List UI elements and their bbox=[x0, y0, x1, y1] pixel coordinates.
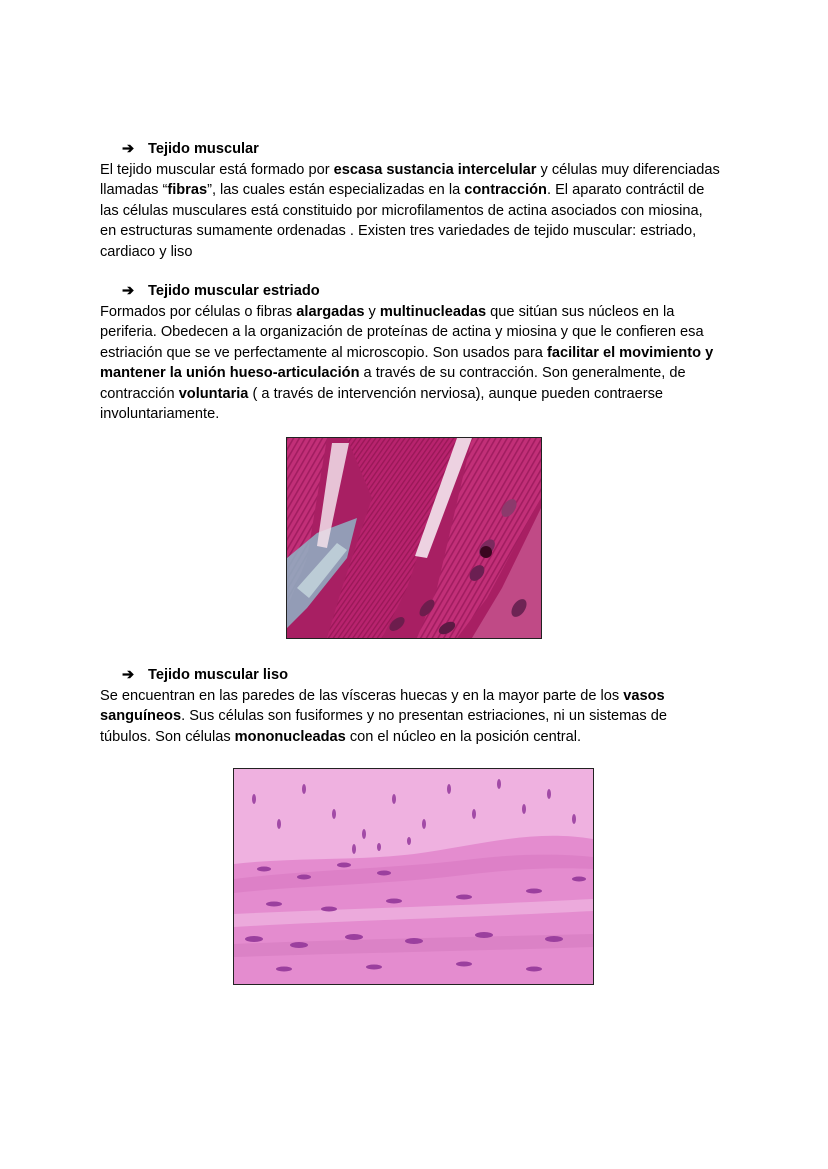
bold-text-run: fibras bbox=[167, 182, 208, 199]
text-run: y bbox=[364, 304, 380, 320]
striated-muscle-micrograph bbox=[286, 437, 542, 639]
heading-tejido-muscular-liso bbox=[122, 665, 288, 685]
text-run: Se encuentran en las paredes de las vísceras huecas y en la mayor parte de los bbox=[100, 688, 624, 704]
bold-text-run: voluntaria bbox=[178, 385, 249, 402]
text-run: . Sus células son fusiformes y no presentan estriaciones, ni un sistemas de túbulos. Son células bbox=[100, 708, 667, 745]
text-run: ”, las cuales están especializadas en la bbox=[207, 182, 465, 199]
text-run: . El aparato contráctil de las células musculares está constituido por microfilamentos de actina asociados con miosina, en estructuras sumamente ordenadas . Existen tres variedades de tejido muscular: estriado, cardiaco y liso bbox=[100, 182, 705, 260]
bold-text-run: contracción bbox=[464, 182, 547, 199]
bold-text-run: alargadas bbox=[296, 304, 365, 320]
bold-text-run: facilitar el movimiento y mantener la unión hueso-articulación bbox=[100, 344, 714, 382]
bold-text-run: vasos sanguíneos bbox=[100, 688, 665, 725]
heading-tejido-muscular-estriado bbox=[122, 281, 320, 301]
bold-text-run: escasa sustancia intercelular bbox=[333, 162, 537, 178]
text-run: y células muy diferenciadas llamadas “ bbox=[100, 162, 720, 199]
heading-text: Tejido muscular liso bbox=[148, 667, 289, 683]
arrow-icon: ➔ bbox=[122, 667, 135, 683]
text-run: a través de su contracción. Son generalmente, de contracción bbox=[100, 365, 686, 402]
text-run: ( a través de intervención nerviosa), aunque pueden contraerse involuntariamente. bbox=[100, 385, 663, 423]
smooth-muscle-micrograph bbox=[233, 768, 594, 985]
paragraph-tejido-muscular bbox=[100, 160, 720, 262]
bold-text-run: mononucleadas bbox=[234, 728, 346, 745]
text-run: con el núcleo en la posición central. bbox=[345, 728, 582, 745]
paragraph-tejido-muscular-liso bbox=[100, 686, 700, 747]
heading-text: Tejido muscular bbox=[148, 141, 259, 157]
heading-text: Tejido muscular estriado bbox=[148, 283, 320, 299]
bold-text-run: multinucleadas bbox=[379, 304, 487, 320]
text-run: Formados por células o fibras bbox=[100, 304, 297, 320]
arrow-icon: ➔ bbox=[122, 283, 135, 299]
arrow-icon: ➔ bbox=[122, 141, 135, 157]
heading-tejido-muscular bbox=[122, 139, 259, 159]
text-run: El tejido muscular está formado por bbox=[100, 162, 334, 178]
paragraph-tejido-muscular-estriado bbox=[100, 302, 716, 424]
text-run: que sitúan sus núcleos en la periferia. Obedecen a la organización de proteínas de actina y miosina y que le confieren esa estriación que se ve perfectamente al microscopio. Son usados para bbox=[100, 304, 704, 361]
